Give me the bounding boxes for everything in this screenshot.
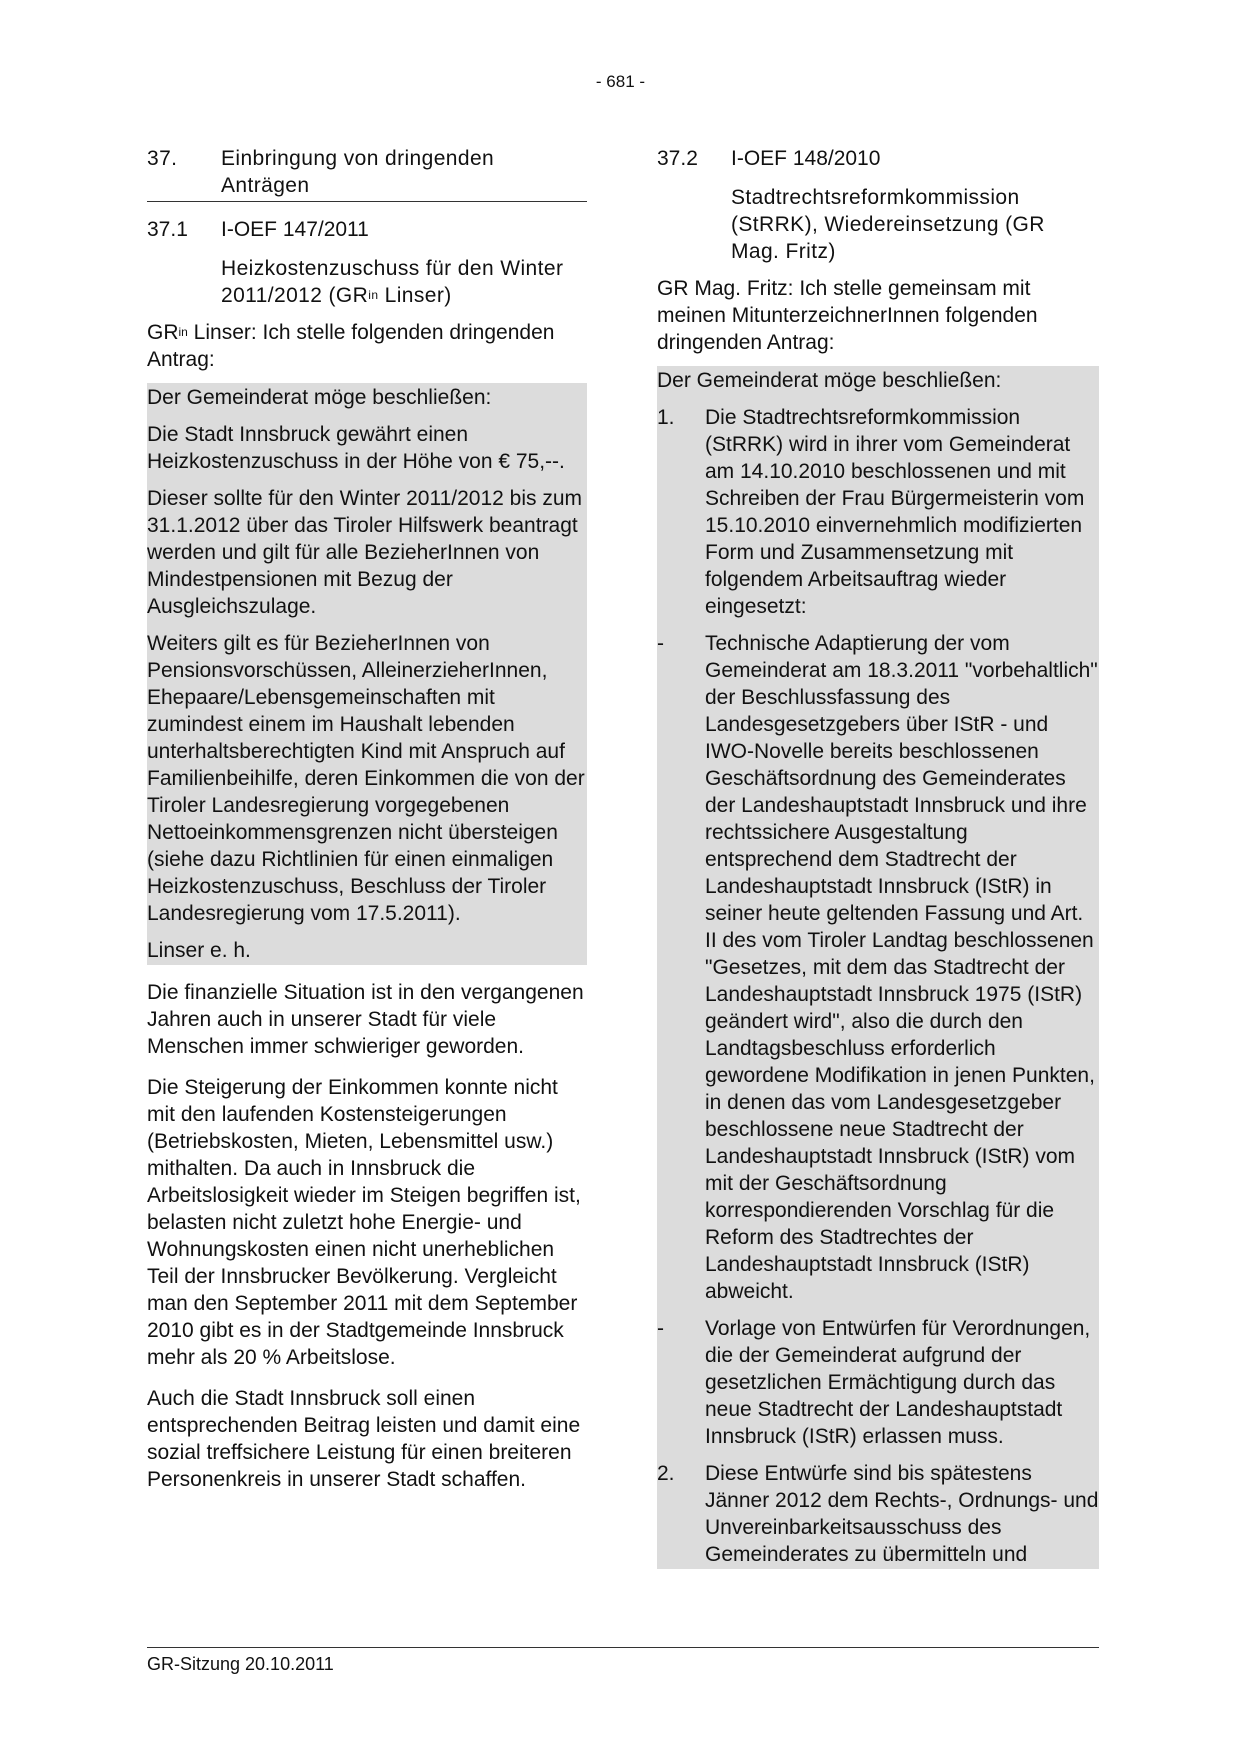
motion-paragraph: Dieser sollte für den Winter 2011/2012 bis zum 31.1.2012 über das Tiroler Hilfswerk beantragt werden und gilt für alle BezieherInnen von Mindestpensionen mit Bezug der Ausgleichszulage. (147, 487, 582, 618)
motion-head: Der Gemeinderat möge beschließen: (147, 386, 492, 409)
motion-head: Der Gemeinderat möge beschließen: (657, 369, 1002, 392)
subsection-title: Stadtrechtsreformkommission (StRRK), Wiedereinsetzung (GR Mag. Fritz) (731, 186, 1045, 263)
motion-paragraph: Weiters gilt es für BezieherInnen von Pensionsvorschüssen, AlleinerzieherInnen, Ehepaare/Lebensgemeinschaften mit zumindest einem im Haushalt lebenden unterhaltsberechtigten Kind mit Anspruch auf Familienbeihilfe, deren Einkommen die von der Tiroler Landesregierung vorgegebenen Nettoeinkommensgrenzen nicht übersteigen (siehe dazu Richtlinien für einen einmaligen Heizkostenzuschuss, Beschluss der Tiroler Landesregierung vom 17.5.2011). (147, 632, 585, 925)
body-paragraph: Die finanzielle Situation ist in den vergangenen Jahren auch in unserer Stadt für viele Menschen immer schwieriger geworden. (147, 981, 584, 1058)
item-text: Vorlage von Entwürfen für Verordnungen, die der Gemeinderat aufgrund der gesetzlichen Ermächtigung durch das neue Stadtrecht der Landeshauptstadt Innsbruck (IStR) erlassen muss. (705, 1317, 1091, 1448)
motion-box (147, 383, 587, 965)
subsection-code: I-OEF 148/2010 (731, 147, 881, 170)
left-column (147, 145, 587, 1493)
motion-item (657, 404, 1099, 620)
subsection-number: 37.1 (147, 218, 188, 241)
page-number: - 681 - (595, 72, 646, 91)
item-marker: 1. (657, 406, 675, 429)
motion-item (657, 630, 1099, 1305)
subsection-number: 37.2 (657, 147, 698, 170)
motion-intro: $GR^{in}$ Linser: Ich stelle folgenden dringenden Antrag: (147, 321, 555, 371)
item-marker: - (657, 632, 664, 655)
section-divider (147, 201, 587, 202)
motion-item (657, 1315, 1099, 1450)
subsection-title: Heizkostenzuschuss für den Winter 2011/2012 ($GR^{in}$ Linser) (221, 257, 564, 307)
section-heading (147, 145, 587, 199)
motion-intro: GR Mag. Fritz: Ich stelle gemeinsam mit meinen MitunterzeichnerInnen folgenden dringenden Antrag: (657, 277, 1038, 354)
subsection-code: I-OEF 147/2011 (221, 218, 369, 241)
motion-paragraph: Die Stadt Innsbruck gewährt einen Heizkostenzuschuss in der Höhe von € 75,--. (147, 423, 565, 473)
section-number: 37. (147, 147, 178, 170)
subsection-heading (147, 216, 587, 243)
right-column (657, 145, 1099, 1569)
motion-signature: Linser e. h. (147, 939, 251, 962)
item-marker: - (657, 1317, 664, 1340)
item-text: Diese Entwürfe sind bis spätestens Jänner 2012 dem Rechts-, Ordnungs- und Unvereinbarkeitsausschuss des Gemeinderates zu übermitteln und (705, 1462, 1099, 1566)
item-text: Die Stadtrechtsreformkommission (StRRK) wird in ihrer vom Gemeinderat am 14.10.2010 beschlossenen und mit Schreiben der Frau Bürgermeisterin vom 15.10.2010 einvernehmlich modifizierten Form und Zusammensetzung mit folgendem Arbeitsauftrag wieder eingesetzt: (705, 406, 1085, 618)
subsection-heading (657, 145, 1099, 172)
motion-box (657, 366, 1099, 1569)
item-text: Technische Adaptierung der vom Gemeinderat am 18.3.2011 "vorbehaltlich" der Beschlussfassung des Landesgesetzgebers über IStR - und IWO-Novelle bereits beschlossenen Geschäftsordnung des Gemeinderates der Landeshauptstadt Innsbruck und ihre rechtssichere Ausgestaltung entsprechend dem Stadtrecht der Landeshauptstadt Innsbruck (IStR) in seiner heute geltenden Fassung und Art. II des vom Tiroler Landtag beschlossenen "Gesetzes, mit dem das Stadtrecht der Landeshauptstadt Innsbruck 1975 (IStR) geändert wird", also die durch den Landtagsbeschluss erforderlich gewordene Modifikation in jenen Punkten, in denen das vom Landesgesetzgeber beschlossene neue Stadtrecht der Landeshauptstadt Innsbruck (IStR) vom mit der Geschäftsordnung korrespondierenden Vorschlag für die Reform des Stadtrechtes der Landeshauptstadt Innsbruck (IStR) abweicht. (705, 632, 1098, 1303)
item-marker: 2. (657, 1462, 675, 1485)
body-paragraph: Auch die Stadt Innsbruck soll einen entsprechenden Beitrag leisten und damit eine sozial treffsichere Leistung für einen breiteren Personenkreis in unserer Stadt schaffen. (147, 1387, 581, 1491)
motion-item (657, 1460, 1099, 1568)
body-paragraph: Die Steigerung der Einkommen konnte nicht mit den laufenden Kostensteigerungen (Betriebskosten, Mieten, Lebensmittel usw.) mithalten. Da auch in Innsbruck die Arbeitslosigkeit wieder im Steigen begriffen ist, belasten nicht zuletzt hohe Energie- und Wohnungskosten einen nicht unerheblichen Teil der Innsbrucker Bevölkerung. Vergleicht man den September 2011 mit dem September 2010 gibt es in der Stadtgemeinde Innsbruck mehr als 20 % Arbeitslose. (147, 1076, 581, 1369)
footer-divider (147, 1647, 1099, 1648)
footer-text: GR-Sitzung 20.10.2011 (147, 1654, 334, 1674)
section-title: Einbringung von dringenden Anträgen (221, 147, 495, 197)
